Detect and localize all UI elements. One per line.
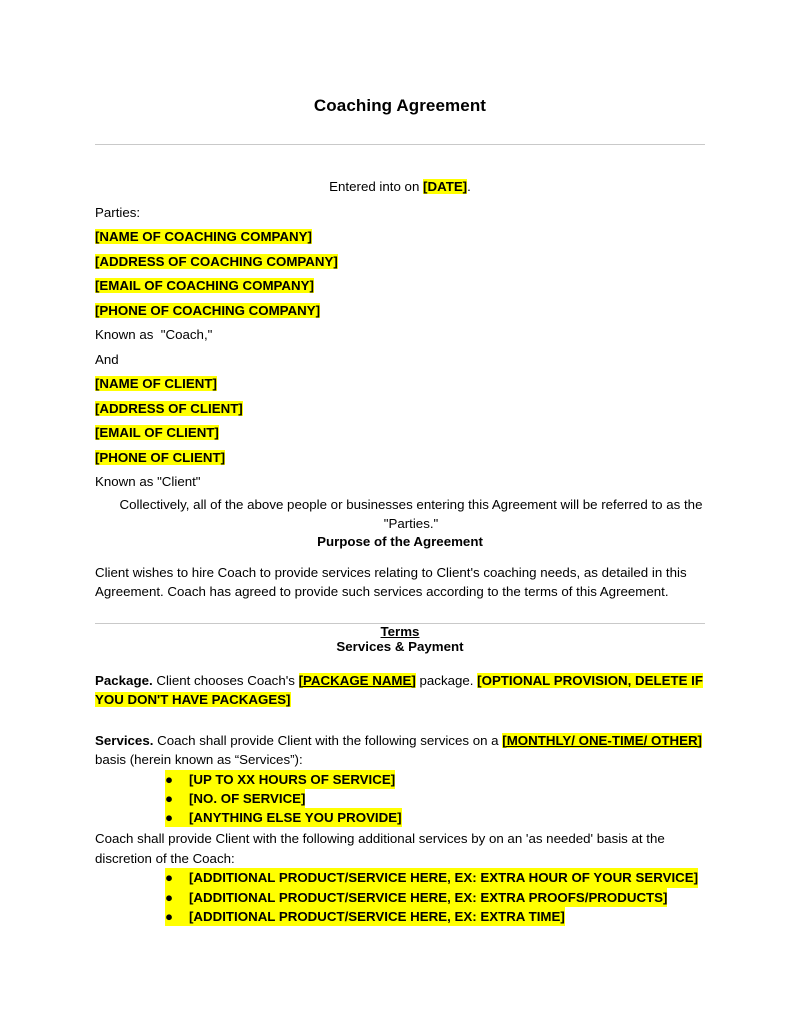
purpose-heading: Purpose of the Agreement — [317, 533, 483, 549]
parties-label: Parties: — [95, 204, 141, 220]
entered-into-line — [95, 175, 705, 200]
services-paragraph — [95, 731, 705, 770]
client-name-placeholder: [NAME OF CLIENT] — [95, 376, 217, 391]
services-text-before: Coach shall provide Client with the following services on a — [153, 732, 503, 748]
document-content — [95, 0, 705, 926]
divider-top — [95, 144, 705, 145]
additional-services-bullet-list — [95, 868, 705, 926]
coach-phone-placeholder: [PHONE OF COACHING COMPANY] — [95, 302, 321, 318]
services-bullet-3 — [165, 808, 402, 827]
services-payment-heading: Services & Payment — [336, 638, 464, 654]
bullet-dot-icon: ● — [165, 810, 174, 826]
additional-bullet-3 — [165, 907, 565, 926]
bullet-dot-icon: ● — [165, 790, 174, 806]
coach-name-placeholder: [NAME OF COACHING COMPANY] — [95, 229, 312, 244]
coach-address-placeholder: [ADDRESS OF COACHING COMPANY] — [95, 253, 338, 269]
bullet-dot-icon: ● — [165, 870, 174, 886]
client-email-placeholder: [EMAIL OF CLIENT] — [95, 425, 219, 440]
client-name-line — [95, 372, 705, 397]
entered-into-suffix: . — [467, 179, 471, 194]
client-address-placeholder: [ADDRESS OF CLIENT] — [95, 400, 243, 416]
coach-known-as: Known as "Coach," — [95, 327, 213, 342]
bullet-dot-icon: ● — [165, 889, 174, 905]
list-item — [95, 770, 705, 789]
bullet-dot-icon: ● — [165, 908, 174, 924]
page-title: Coaching Agreement — [313, 96, 487, 115]
package-name-placeholder: [PACKAGE NAME] — [298, 672, 416, 688]
services-item-text: [NO. OF SERVICE] — [189, 790, 306, 806]
list-item — [95, 789, 705, 808]
package-paragraph — [95, 671, 705, 710]
coach-address-line — [95, 250, 705, 275]
client-phone-line — [95, 446, 705, 471]
services-item-text: [UP TO XX HOURS OF SERVICE] — [189, 771, 396, 787]
bullet-dot-icon: ● — [165, 771, 174, 787]
entered-into-prefix: Entered into on — [329, 179, 424, 194]
services-bullet-1 — [165, 770, 395, 789]
additional-item-text: [ADDITIONAL PRODUCT/SERVICE HERE, EX: EXTRA HOUR OF YOUR SERVICE] — [189, 870, 699, 886]
list-item — [95, 808, 705, 827]
list-item — [95, 907, 705, 926]
coach-email-placeholder: [EMAIL OF COACHING COMPANY] — [95, 278, 314, 293]
services-label: Services. — [95, 732, 154, 748]
coach-phone-line — [95, 299, 705, 324]
client-known-as: Known as "Client" — [95, 474, 201, 489]
package-text-before: Client chooses Coach's — [152, 672, 299, 688]
additional-bullet-2 — [165, 888, 667, 907]
additional-bullet-1 — [165, 868, 698, 887]
additional-item-text: [ADDITIONAL PRODUCT/SERVICE HERE, EX: EXTRA TIME] — [189, 908, 565, 924]
services-item-text: [ANYTHING ELSE YOU PROVIDE] — [189, 810, 402, 826]
collectively-paragraph: Collectively, all of the above people or businesses entering this Agreement will be referred to as the "Parties." — [119, 496, 703, 531]
additional-item-text: [ADDITIONAL PRODUCT/SERVICE HERE, EX: EXTRA PROOFS/PRODUCTS] — [189, 889, 668, 905]
date-placeholder: [DATE] — [423, 179, 468, 194]
services-bullet-list — [95, 770, 705, 828]
purpose-body: Client wishes to hire Coach to provide services relating to Client's coaching needs, as detailed in this Agreement. Coach has agreed to provide such services according to the terms of this Agreement. — [95, 564, 687, 599]
client-email-line — [95, 421, 705, 446]
services-bullet-2 — [165, 789, 305, 808]
package-label: Package. — [95, 672, 153, 688]
terms-heading: Terms — [380, 623, 420, 639]
package-text-after: package. — [415, 672, 478, 688]
list-item — [95, 868, 705, 887]
and-conjunction: And — [95, 351, 119, 367]
services-frequency-placeholder: [MONTHLY/ ONE-TIME/ OTHER] — [502, 732, 702, 748]
client-phone-placeholder: [PHONE OF CLIENT] — [95, 449, 226, 465]
services-text-after: basis (herein known as “Services”): — [95, 752, 303, 767]
coach-name-line — [95, 225, 705, 250]
list-item — [95, 888, 705, 907]
coach-email-line — [95, 274, 705, 299]
client-address-line — [95, 397, 705, 422]
package-optional-note: [OPTIONAL PROVISION, DELETE IF YOU DON'T HAVE PACKAGES] — [95, 672, 703, 707]
additional-services-intro: Coach shall provide Client with the following additional services by on an 'as needed' basis at the discretion of the Coach: — [95, 831, 665, 866]
